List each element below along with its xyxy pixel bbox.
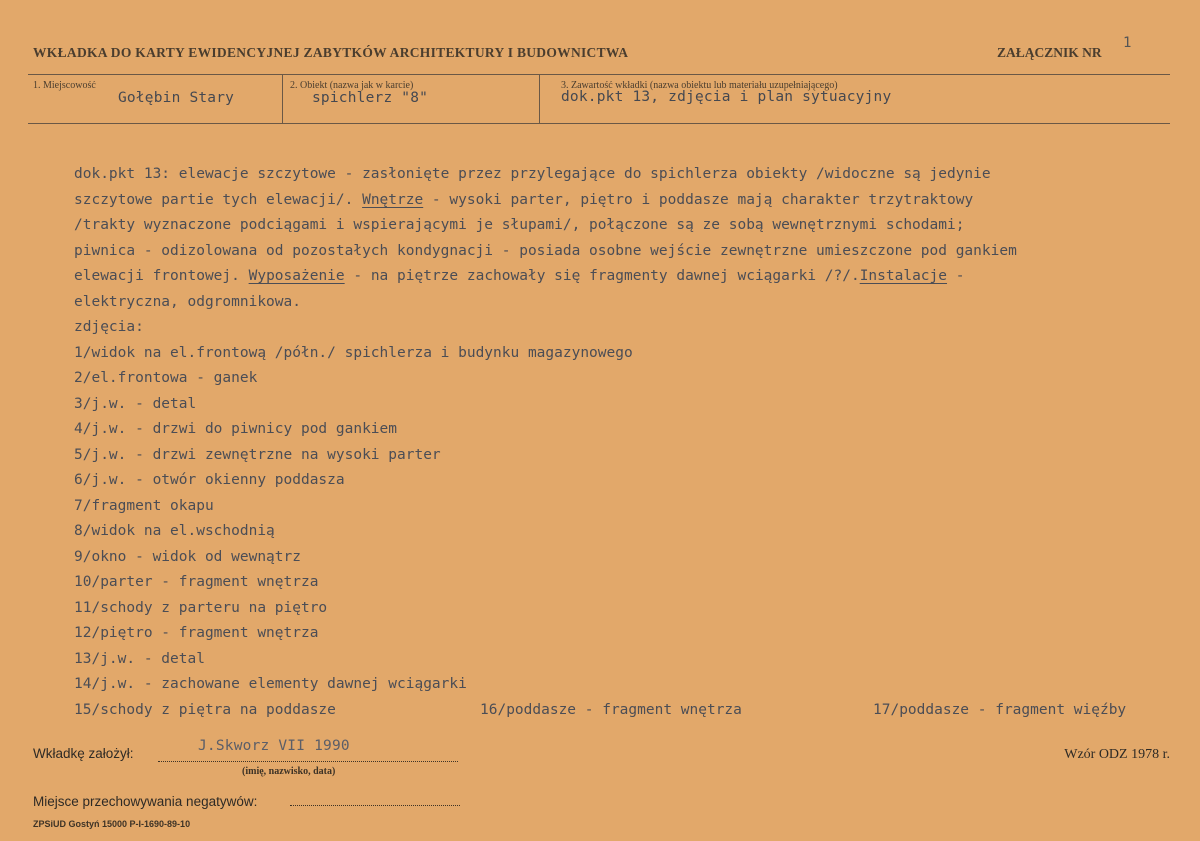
object-label: 2. Obiekt (nazwa jak w karcie) xyxy=(290,80,414,91)
description-line-1: dok.pkt 13: elewacje szczytowe - zasłonięte przez przylegające do spichlerza obiekty /widoczne są jedynie xyxy=(74,166,991,182)
interior-heading: Wnętrze xyxy=(362,192,424,208)
description-line-4: piwnica - odizolowana od pozostałych kondygnacji - posiada osobne wejście zewnętrzne umieszczone pod gankiem xyxy=(74,243,1017,259)
photo-item-5: 5/j.w. - drzwi zewnętrzne na wysoki parter xyxy=(74,447,441,463)
photo-item-9: 9/okno - widok od wewnątrz xyxy=(74,549,301,565)
negatives-dotline xyxy=(290,805,460,806)
photo-item-12: 12/piętro - fragment wnętrza xyxy=(74,625,319,641)
photo-item-13: 13/j.w. - detal xyxy=(74,651,205,667)
form-pattern: Wzór ODZ 1978 r. xyxy=(1064,747,1170,762)
header-top-rule xyxy=(28,74,1170,75)
locality-label: 1. Miejscowość xyxy=(33,80,96,91)
description-text: - wysoki parter, piętro i poddasze mają charakter trzytraktowy xyxy=(423,192,974,208)
photo-item-6: 6/j.w. - otwór okienny poddasza xyxy=(74,472,345,488)
description-line-6: elektryczna, odgromnikowa. xyxy=(74,294,301,310)
contents-label: 3. Zawartość wkładki (nazwa obiektu lub materiału uzupełniającego) xyxy=(561,80,838,91)
annex-number: 1 xyxy=(1123,35,1132,51)
inserted-by-label: Wkładkę założył: xyxy=(33,746,134,761)
locality-value: Gołębin Stary xyxy=(118,90,235,106)
photo-item-14: 14/j.w. - zachowane elementy dawnej wciągarki xyxy=(74,676,467,692)
photo-item-15: 15/schody z piętra na poddasze xyxy=(74,702,336,718)
installations-heading: Instalacje xyxy=(859,268,948,284)
description-line-5 xyxy=(74,268,964,284)
photo-item-16: 16/poddasze - fragment wnętrza xyxy=(480,702,742,718)
description-text: szczytowe partie tych elewacji/. xyxy=(74,192,363,208)
description-text: - xyxy=(947,268,965,284)
printer-note: ZPSiUD Gostyń 15000 P-I-1690-89-10 xyxy=(33,819,191,829)
photo-item-17: 17/poddasze - fragment więźby xyxy=(873,702,1127,718)
photo-item-7: 7/fragment okapu xyxy=(74,498,214,514)
description-text: - na piętrze zachowały się fragmenty dawnej wciągarki /?/. xyxy=(344,268,860,284)
inserted-by-note: (imię, nazwisko, data) xyxy=(242,766,336,777)
description-line-3: /trakty wyznaczone podciągami i wspierającymi je słupami/, połączone są ze sobą wewnętrznymi schodami; xyxy=(74,217,965,233)
inserted-by-value: J.Skworz VII 1990 xyxy=(198,738,350,754)
photo-item-10: 10/parter - fragment wnętrza xyxy=(74,574,319,590)
contents-value: dok.pkt 13, zdjęcia i plan sytuacyjny xyxy=(561,89,892,105)
photo-item-1: 1/widok na el.frontową /półn./ spichlerza i budynku magazynowego xyxy=(74,345,633,361)
photo-item-4: 4/j.w. - drzwi do piwnicy pod gankiem xyxy=(74,421,398,437)
photo-item-8: 8/widok na el.wschodnią xyxy=(74,523,275,539)
field-divider-1 xyxy=(282,74,283,123)
header-bottom-rule xyxy=(28,123,1170,124)
negatives-label: Miejsce przechowywania negatywów: xyxy=(33,794,258,809)
photos-heading: zdjęcia: xyxy=(74,319,144,335)
photo-item-11: 11/schody z parteru na piętro xyxy=(74,600,328,616)
field-divider-2 xyxy=(539,74,540,123)
description-line-2 xyxy=(74,192,973,208)
annex-label: ZAŁĄCZNIK NR xyxy=(997,45,1102,60)
equipment-heading: Wyposażenie xyxy=(248,268,345,284)
description-text: elewacji frontowej. xyxy=(74,268,249,284)
form-title: WKŁADKA DO KARTY EWIDENCYJNEJ ZABYTKÓW ARCHITEKTURY I BUDOWNICTWA xyxy=(33,45,629,60)
inserted-by-dotline xyxy=(158,761,458,762)
photo-item-3: 3/j.w. - detal xyxy=(74,396,197,412)
photo-item-2: 2/el.frontowa - ganek xyxy=(74,370,258,386)
object-value: spichlerz "8" xyxy=(312,90,429,106)
